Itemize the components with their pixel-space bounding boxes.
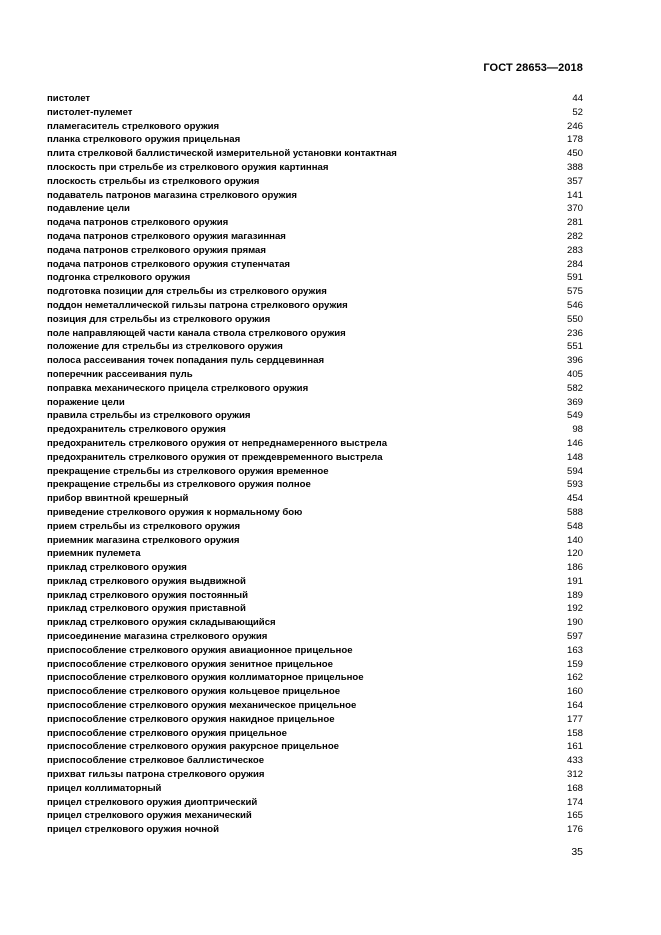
term-number: 148 xyxy=(566,451,583,463)
index-entry xyxy=(47,271,583,285)
index-entry xyxy=(47,602,583,616)
index-entry xyxy=(47,437,583,451)
index-term: прибор ввинтной крешерный xyxy=(47,493,189,505)
index-term: подача патронов стрелкового оружия ступенчатая xyxy=(47,258,291,270)
term-number: 454 xyxy=(566,493,583,505)
index-term: предохранитель стрелкового оружия xyxy=(47,424,226,436)
index-term: подавление цели xyxy=(47,203,130,215)
index-term: приклад стрелкового оружия складывающийся xyxy=(47,617,276,629)
index-term: приведение стрелкового оружия к нормальному бою xyxy=(47,506,303,518)
index-entry xyxy=(47,699,583,713)
index-entry xyxy=(47,327,583,341)
index-term: полоса рассеивания точек попадания пуль сердцевинная xyxy=(47,355,325,367)
term-number: 176 xyxy=(566,824,583,836)
alphabetical-index xyxy=(47,92,583,837)
term-number: 283 xyxy=(566,244,583,256)
term-number: 174 xyxy=(566,796,583,808)
index-entry xyxy=(47,685,583,699)
index-entry xyxy=(47,258,583,272)
term-number: 550 xyxy=(566,313,583,325)
index-term: подаватель патронов магазина стрелкового оружия xyxy=(47,189,297,201)
term-number: 165 xyxy=(566,810,583,822)
index-entry xyxy=(47,368,583,382)
index-term: плоскость стрельбы из стрелкового оружия xyxy=(47,175,260,187)
index-term: приспособление стрелкового оружия накидное прицельное xyxy=(47,713,335,725)
term-number: 164 xyxy=(566,700,583,712)
document-header: ГОСТ 28653—2018 xyxy=(483,62,583,74)
index-term: приклад стрелкового оружия xyxy=(47,562,187,574)
index-entry xyxy=(47,727,583,741)
index-entry xyxy=(47,616,583,630)
index-entry xyxy=(47,313,583,327)
term-number: 52 xyxy=(572,106,583,118)
index-entry xyxy=(47,216,583,230)
index-entry xyxy=(47,768,583,782)
term-number: 312 xyxy=(566,769,583,781)
index-term: планка стрелкового оружия прицельная xyxy=(47,134,241,146)
term-number: 146 xyxy=(566,437,583,449)
index-term: подача патронов стрелкового оружия xyxy=(47,217,229,229)
term-number: 575 xyxy=(566,286,583,298)
term-number: 548 xyxy=(566,520,583,532)
index-term: прицел стрелкового оружия механический xyxy=(47,810,252,822)
term-number: 159 xyxy=(566,658,583,670)
index-entry xyxy=(47,782,583,796)
index-entry xyxy=(47,120,583,134)
index-entry xyxy=(47,671,583,685)
index-term: подача патронов стрелкового оружия прямая xyxy=(47,244,266,256)
term-number: 177 xyxy=(566,713,583,725)
index-entry xyxy=(47,133,583,147)
term-number: 582 xyxy=(566,382,583,394)
index-entry xyxy=(47,382,583,396)
index-term: поперечник рассеивания пуль xyxy=(47,368,193,380)
index-term: подготовка позиции для стрельбы из стрелкового оружия xyxy=(47,286,327,298)
index-entry xyxy=(47,547,583,561)
index-term: приемник магазина стрелкового оружия xyxy=(47,534,240,546)
index-entry xyxy=(47,106,583,120)
index-entry xyxy=(47,713,583,727)
index-entry xyxy=(47,534,583,548)
index-term: поражение цели xyxy=(47,396,125,408)
term-number: 551 xyxy=(566,341,583,353)
index-term: приспособление стрелкового оружия ракурсное прицельное xyxy=(47,741,340,753)
index-term: приспособление стрелковое баллистическое xyxy=(47,755,265,767)
term-number: 141 xyxy=(566,189,583,201)
term-number: 597 xyxy=(566,631,583,643)
index-entry xyxy=(47,478,583,492)
index-entry xyxy=(47,230,583,244)
index-term: приклад стрелкового оружия постоянный xyxy=(47,589,248,601)
index-term: предохранитель стрелкового оружия от непреднамеренного выстрела xyxy=(47,437,388,449)
term-number: 192 xyxy=(566,603,583,615)
index-term: плоскость при стрельбе из стрелкового оружия картинная xyxy=(47,161,329,173)
index-term: плита стрелковой баллистической измерительной установки контактная xyxy=(47,148,397,160)
term-number: 140 xyxy=(566,534,583,546)
term-number: 191 xyxy=(566,575,583,587)
index-entry xyxy=(47,396,583,410)
term-number: 163 xyxy=(566,644,583,656)
term-number: 549 xyxy=(566,410,583,422)
index-term: присоединение магазина стрелкового оружия xyxy=(47,631,268,643)
term-number: 450 xyxy=(566,148,583,160)
index-term: прекращение стрельбы из стрелкового оружия полное xyxy=(47,479,311,491)
index-entry xyxy=(47,161,583,175)
index-entry xyxy=(47,658,583,672)
term-number: 162 xyxy=(566,672,583,684)
term-number: 98 xyxy=(572,424,583,436)
index-term: пламегаситель стрелкового оружия xyxy=(47,120,220,132)
index-entry xyxy=(47,796,583,810)
index-entry xyxy=(47,285,583,299)
index-entry xyxy=(47,589,583,603)
index-term: приспособление стрелкового оружия зенитное прицельное xyxy=(47,658,333,670)
index-term: приспособление стрелкового оружия прицельное xyxy=(47,727,287,739)
index-entry xyxy=(47,754,583,768)
term-number: 281 xyxy=(566,217,583,229)
index-entry xyxy=(47,409,583,423)
index-entry xyxy=(47,423,583,437)
term-number: 246 xyxy=(566,120,583,132)
index-term: прицел стрелкового оружия ночной xyxy=(47,824,219,836)
index-term: положение для стрельбы из стрелкового оружия xyxy=(47,341,283,353)
term-number: 591 xyxy=(566,272,583,284)
index-term: позиция для стрельбы из стрелкового оружия xyxy=(47,313,271,325)
term-number: 588 xyxy=(566,506,583,518)
term-number: 357 xyxy=(566,175,583,187)
term-number: 44 xyxy=(572,93,583,104)
index-entry xyxy=(47,561,583,575)
term-number: 388 xyxy=(566,161,583,173)
index-term: приклад стрелкового оружия приставной xyxy=(47,603,246,615)
term-number: 370 xyxy=(566,203,583,215)
term-number: 593 xyxy=(566,479,583,491)
term-number: 158 xyxy=(566,727,583,739)
term-number: 236 xyxy=(566,327,583,339)
index-term: приспособление стрелкового оружия механическое прицельное xyxy=(47,700,357,712)
term-number: 189 xyxy=(566,589,583,601)
term-number: 546 xyxy=(566,299,583,311)
term-number: 369 xyxy=(566,396,583,408)
term-number: 160 xyxy=(566,686,583,698)
index-entry xyxy=(47,823,583,837)
term-number: 178 xyxy=(566,134,583,146)
index-entry xyxy=(47,575,583,589)
page-number: 35 xyxy=(571,846,583,858)
index-entry xyxy=(47,202,583,216)
term-number: 186 xyxy=(566,562,583,574)
index-term: пистолет-пулемет xyxy=(47,106,133,118)
index-entry xyxy=(47,740,583,754)
index-entry xyxy=(47,92,583,106)
index-term: прицел стрелкового оружия диоптрический xyxy=(47,796,258,808)
index-entry xyxy=(47,147,583,161)
index-entry xyxy=(47,492,583,506)
term-number: 120 xyxy=(566,548,583,560)
index-entry xyxy=(47,809,583,823)
term-number: 284 xyxy=(566,258,583,270)
term-number: 433 xyxy=(566,755,583,767)
index-term: прием стрельбы из стрелкового оружия xyxy=(47,520,241,532)
index-term: поле направляющей части канала ствола стрелкового оружия xyxy=(47,327,346,339)
index-entry xyxy=(47,451,583,465)
index-entry xyxy=(47,630,583,644)
term-number: 190 xyxy=(566,617,583,629)
index-entry xyxy=(47,340,583,354)
index-entry xyxy=(47,299,583,313)
term-number: 168 xyxy=(566,782,583,794)
index-term: правила стрельбы из стрелкового оружия xyxy=(47,410,251,422)
term-number: 396 xyxy=(566,355,583,367)
index-term: поправка механического прицела стрелкового оружия xyxy=(47,382,309,394)
index-entry xyxy=(47,644,583,658)
index-entry xyxy=(47,506,583,520)
index-entry xyxy=(47,175,583,189)
index-term: подгонка стрелкового оружия xyxy=(47,272,191,284)
index-term: приспособление стрелкового оружия коллиматорное прицельное xyxy=(47,672,364,684)
term-number: 405 xyxy=(566,368,583,380)
index-term: подача патронов стрелкового оружия магазинная xyxy=(47,230,286,242)
index-entry xyxy=(47,354,583,368)
index-term: приспособление стрелкового оружия авиационное прицельное xyxy=(47,644,353,656)
index-term: пистолет xyxy=(47,93,91,104)
index-term: приспособление стрелкового оружия кольцевое прицельное xyxy=(47,686,341,698)
index-term: приклад стрелкового оружия выдвижной xyxy=(47,575,246,587)
index-entry xyxy=(47,465,583,479)
term-number: 594 xyxy=(566,465,583,477)
index-term: прихват гильзы патрона стрелкового оружия xyxy=(47,769,265,781)
term-number: 282 xyxy=(566,230,583,242)
index-term: предохранитель стрелкового оружия от преждевременного выстрела xyxy=(47,451,383,463)
index-term: приемник пулемета xyxy=(47,548,141,560)
index-entry xyxy=(47,189,583,203)
term-number: 161 xyxy=(566,741,583,753)
index-term: прицел коллиматорный xyxy=(47,782,162,794)
index-entry xyxy=(47,244,583,258)
index-term: прекращение стрельбы из стрелкового оружия временное xyxy=(47,465,329,477)
index-term: поддон неметаллической гильзы патрона стрелкового оружия xyxy=(47,299,348,311)
index-entry xyxy=(47,520,583,534)
